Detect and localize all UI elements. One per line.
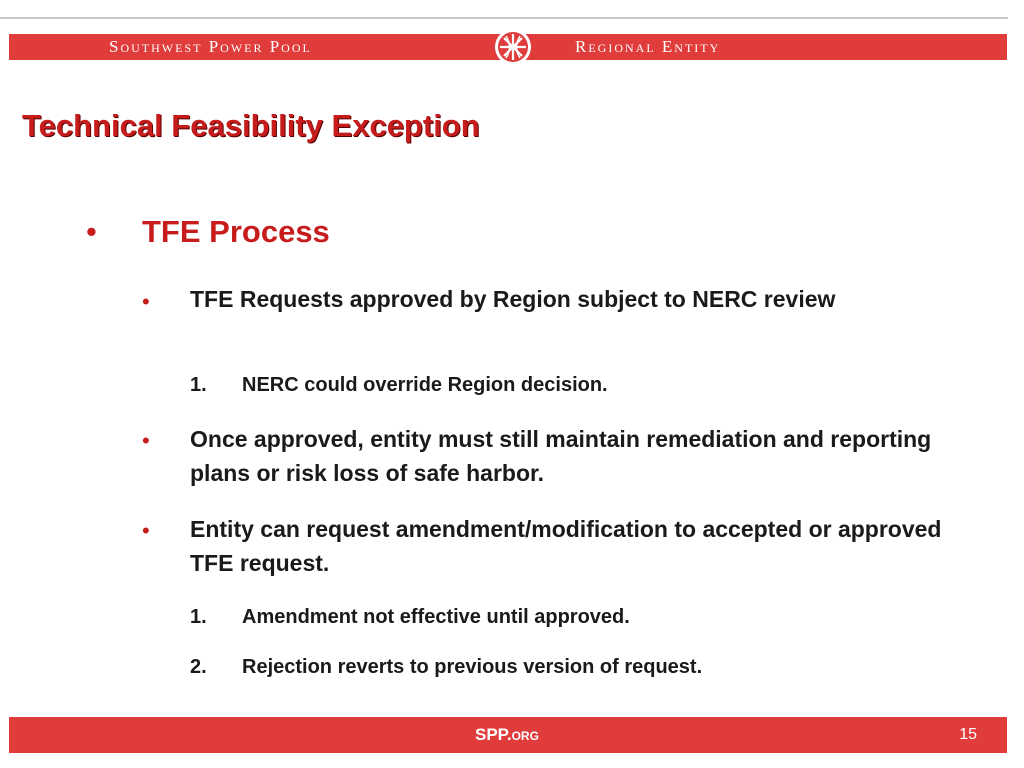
sub-item-text: Amendment not effective until approved. (242, 606, 630, 628)
bullet-icon: • (142, 428, 150, 453)
footer-banner (9, 717, 1007, 753)
list-number: 1. (190, 374, 207, 396)
sub-item-text: Rejection reverts to previous version of request. (242, 656, 703, 678)
bullet-text: Once approved, entity must still maintain remediation and reporting plans or risk loss of safe harbor. (190, 426, 932, 486)
bullet-text: Entity can request amendment/modification to accepted or approved TFE request. (190, 516, 942, 576)
footer-site-suffix: org (511, 725, 539, 744)
page-number: 15 (959, 726, 977, 743)
footer-website[interactable] (475, 717, 539, 753)
list-number: 1. (190, 606, 207, 628)
bullet-text: TFE Requests approved by Region subject to NERC review (190, 286, 836, 312)
sub-item-text: NERC could override Region decision. (242, 374, 608, 396)
header-entity-name: Regional Entity (575, 37, 721, 56)
bullet-icon: • (142, 289, 150, 314)
section-heading: TFE Process (142, 214, 330, 249)
list-number: 2. (190, 656, 207, 678)
slide-title: Technical Feasibility Exception (22, 108, 480, 143)
top-divider (0, 17, 1008, 19)
header-banner (9, 34, 1007, 60)
bullet-level1: • (86, 214, 97, 249)
bullet-icon: • (142, 518, 150, 543)
spp-logo-icon (494, 28, 532, 66)
header-org-name: Southwest Power Pool (109, 37, 312, 56)
footer-site-main: SPP. (475, 725, 512, 744)
